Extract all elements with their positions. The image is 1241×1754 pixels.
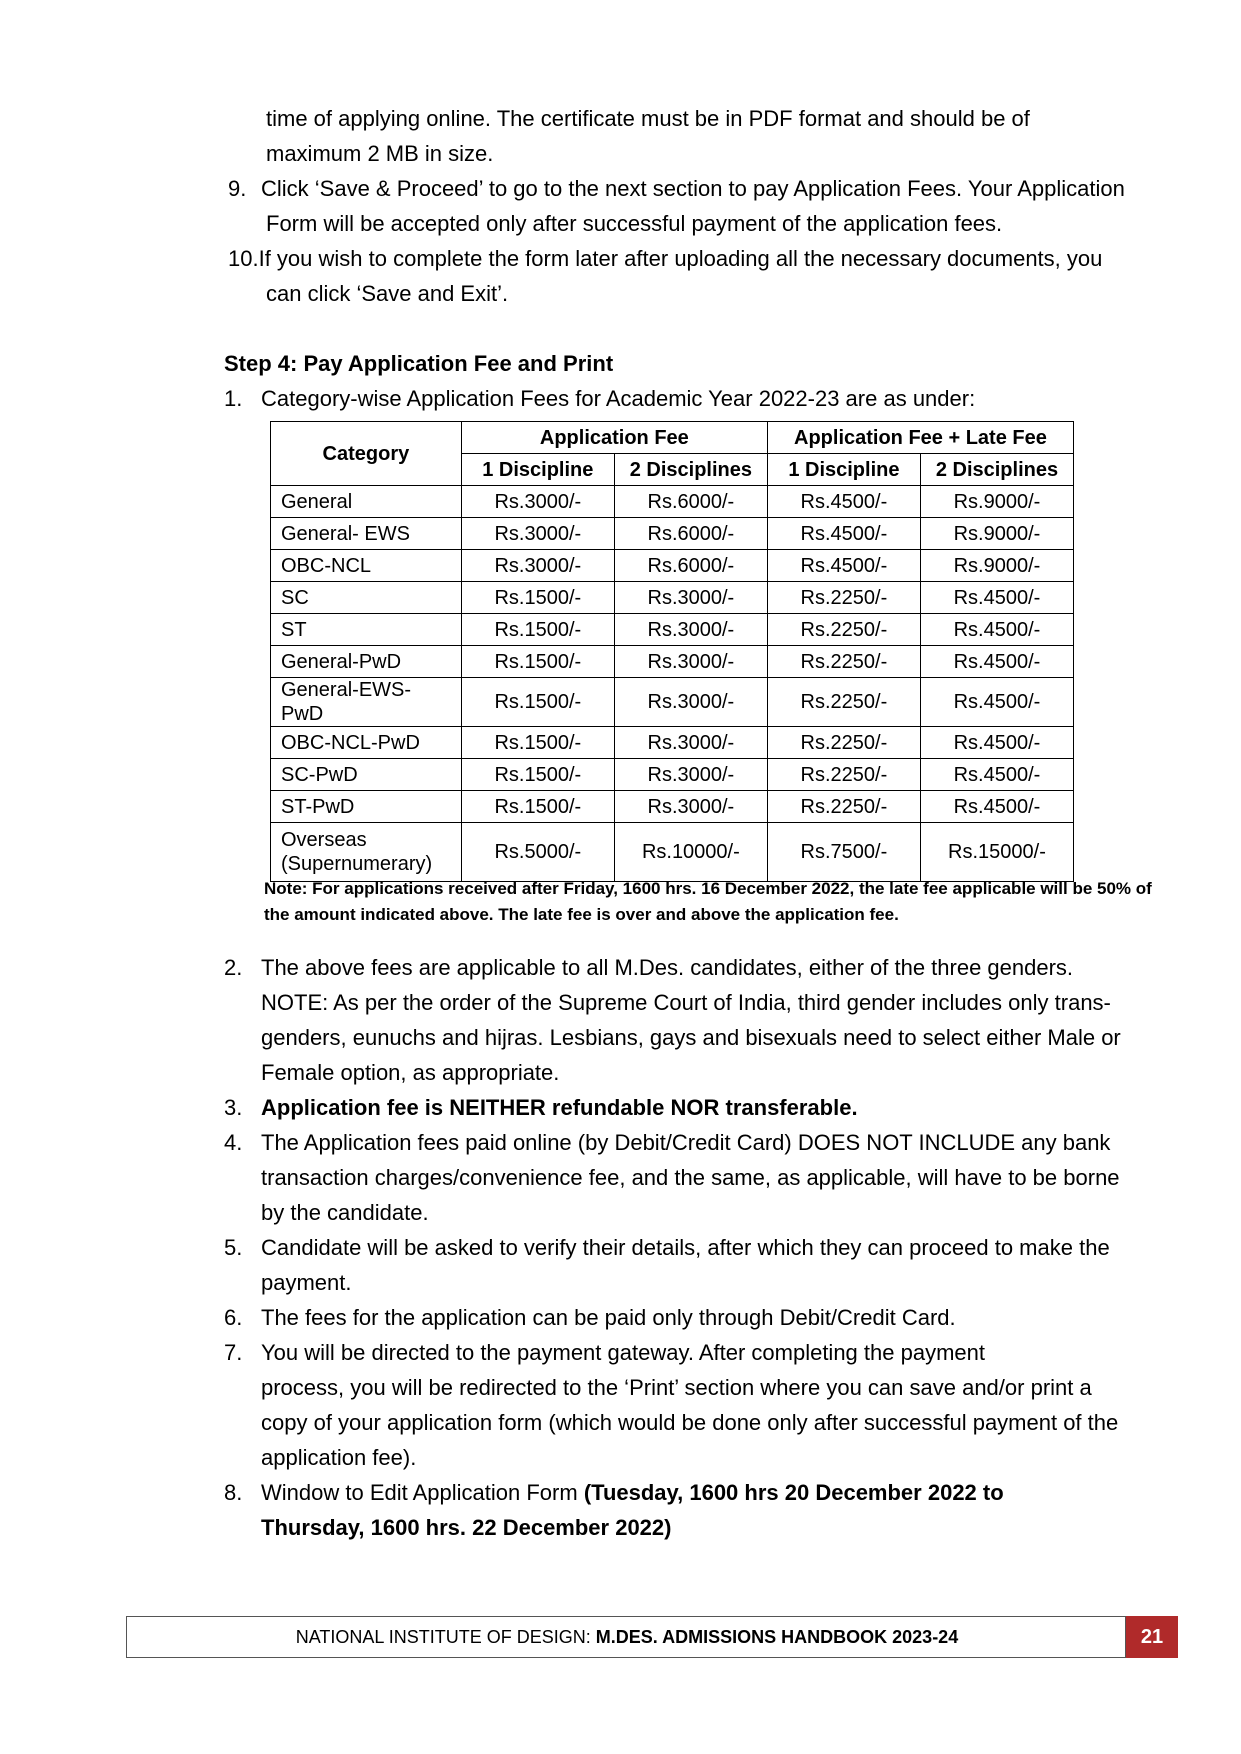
row-category: General-EWS-PwD [271, 678, 462, 727]
step4-item1-number: 1. [224, 386, 243, 411]
item10-line-1: 10.If you wish to complete the form later after uploading all the necessary documents, you [228, 246, 1103, 271]
item2-line-4: Female option, as appropriate. [261, 1060, 560, 1085]
fee-cell: Rs.3000/- [614, 727, 767, 759]
item7-line-4: application fee). [261, 1445, 417, 1470]
fee-cell: Rs.3000/- [614, 791, 767, 823]
table-row [271, 614, 1074, 646]
table-row [271, 518, 1074, 550]
row-category: ST-PwD [271, 791, 462, 823]
fee-cell: Rs.3000/- [461, 518, 614, 550]
fee-cell: Rs.2250/- [767, 727, 920, 759]
late-fee-note: Note: For applications received after Friday, 1600 hrs. 16 December 2022, the late fee applicable will be 50% of the amount indicated above. The late fee is over and above the application fee. [264, 879, 1152, 924]
fee-cell: Rs.4500/- [920, 614, 1073, 646]
table-row-overseas [271, 823, 1074, 882]
page-number: 21 [1126, 1616, 1178, 1658]
fee-cell: Rs.6000/- [614, 486, 767, 518]
item6-number: 6. [224, 1305, 243, 1330]
fee-cell: Rs.9000/- [920, 550, 1073, 582]
item2-line-3: genders, eunuchs and hijras. Lesbians, gays and bisexuals need to select either Male or [261, 1025, 1121, 1050]
item5-line-2: payment. [261, 1270, 352, 1295]
fee-cell: Rs.4500/- [767, 550, 920, 582]
header-late-1-discipline: 1 Discipline [767, 454, 920, 486]
row-category-overseas [271, 823, 462, 882]
table-row [271, 550, 1074, 582]
fee-cell: Rs.2250/- [767, 678, 920, 727]
fee-cell: Rs.4500/- [920, 759, 1073, 791]
item5-line-1: Candidate will be asked to verify their details, after which they can proceed to make the [261, 1235, 1110, 1260]
intro-line-2: maximum 2 MB in size. [266, 141, 494, 166]
header-1-discipline: 1 Discipline [461, 454, 614, 486]
table-row [271, 727, 1074, 759]
item6-text: The fees for the application can be paid only through Debit/Credit Card. [261, 1305, 956, 1330]
item8-text-plain: Window to Edit Application Form [261, 1480, 584, 1505]
fee-cell: Rs.1500/- [461, 727, 614, 759]
fee-cell: Rs.3000/- [614, 646, 767, 678]
fee-cell: Rs.3000/- [461, 550, 614, 582]
item7-line-3: copy of your application form (which would be done only after successful payment of the [261, 1410, 1119, 1435]
fee-cell: Rs.2250/- [767, 582, 920, 614]
fee-cell: Rs.3000/- [614, 582, 767, 614]
table-row [271, 582, 1074, 614]
row-category: SC-PwD [271, 759, 462, 791]
fee-cell: Rs.4500/- [767, 518, 920, 550]
item2-line-1: The above fees are applicable to all M.Des. candidates, either of the three genders. [261, 955, 1074, 980]
item7-line-1: You will be directed to the payment gateway. After completing the payment [261, 1340, 985, 1365]
step4-item1-text: Category-wise Application Fees for Academic Year 2022-23 are as under: [261, 386, 976, 411]
fee-cell: Rs.9000/- [920, 486, 1073, 518]
fee-cell: Rs.3000/- [614, 678, 767, 727]
footer-handbook-title: M.DES. ADMISSIONS HANDBOOK 2023-24 [595, 1627, 959, 1647]
fee-table [270, 421, 1074, 882]
item9-line-1: Click ‘Save & Proceed’ to go to the next section to pay Application Fees. Your Application [261, 176, 1125, 201]
row-category: General [271, 486, 462, 518]
fee-cell: Rs.2250/- [767, 791, 920, 823]
fee-cell: Rs.4500/- [920, 646, 1073, 678]
overseas-label-line-2: (Supernumerary) [281, 853, 433, 875]
footer-text [127, 1617, 1127, 1659]
table-row [271, 759, 1074, 791]
item9-number: 9. [228, 176, 247, 201]
header-2-disciplines: 2 Disciplines [614, 454, 767, 486]
fee-cell: Rs.10000/- [614, 823, 767, 882]
fee-cell: Rs.4500/- [920, 727, 1073, 759]
fee-cell: Rs.1500/- [461, 678, 614, 727]
row-category: OBC-NCL-PwD [271, 727, 462, 759]
fee-cell: Rs.7500/- [767, 823, 920, 882]
item4-line-3: by the candidate. [261, 1200, 429, 1225]
item8-line-1 [261, 1475, 1004, 1510]
fee-cell: Rs.1500/- [461, 582, 614, 614]
fee-cell: Rs.3000/- [614, 614, 767, 646]
item9-line-2: Form will be accepted only after successful payment of the application fees. [266, 211, 1003, 236]
row-category: OBC-NCL [271, 550, 462, 582]
header-category: Category [271, 422, 462, 486]
row-category: SC [271, 582, 462, 614]
item2-line-2: NOTE: As per the order of the Supreme Court of India, third gender includes only trans- [261, 990, 1111, 1015]
header-application-late-fee: Application Fee + Late Fee [767, 422, 1073, 454]
overseas-label-line-1: Overseas [281, 829, 367, 851]
intro-line-1: time of applying online. The certificate must be in PDF format and should be of [266, 106, 1030, 131]
fee-cell: Rs.1500/- [461, 791, 614, 823]
header-application-fee: Application Fee [461, 422, 767, 454]
fee-cell: Rs.1500/- [461, 614, 614, 646]
fee-cell: Rs.5000/- [461, 823, 614, 882]
fee-cell: Rs.2250/- [767, 646, 920, 678]
footer-institute: NATIONAL INSTITUTE OF DESIGN: [295, 1627, 596, 1647]
fee-cell: Rs.3000/- [461, 486, 614, 518]
item8-number: 8. [224, 1480, 243, 1505]
item3-text: Application fee is NEITHER refundable NOR transferable. [261, 1095, 858, 1120]
fee-cell: Rs.2250/- [767, 614, 920, 646]
row-category: General-PwD [271, 646, 462, 678]
fee-cell: Rs.6000/- [614, 518, 767, 550]
item4-line-2: transaction charges/convenience fee, and the same, as applicable, will have to be borne [261, 1165, 1120, 1190]
fee-cell: Rs.1500/- [461, 646, 614, 678]
table-row [271, 791, 1074, 823]
fee-cell: Rs.6000/- [614, 550, 767, 582]
item7-line-2: process, you will be redirected to the ‘Print’ section where you can save and/or print a [261, 1375, 1092, 1400]
fee-cell: Rs.15000/- [920, 823, 1073, 882]
item7-number: 7. [224, 1340, 243, 1365]
item5-number: 5. [224, 1235, 243, 1260]
fee-cell: Rs.4500/- [920, 791, 1073, 823]
table-row [271, 486, 1074, 518]
fee-cell: Rs.3000/- [614, 759, 767, 791]
row-category: ST [271, 614, 462, 646]
fee-cell: Rs.1500/- [461, 759, 614, 791]
header-late-2-disciplines: 2 Disciplines [920, 454, 1073, 486]
page-footer [126, 1616, 1126, 1658]
fee-cell: Rs.9000/- [920, 518, 1073, 550]
table-row [271, 678, 1074, 727]
item3-number: 3. [224, 1095, 243, 1120]
item4-line-1: The Application fees paid online (by Debit/Credit Card) DOES NOT INCLUDE any bank [261, 1130, 1111, 1155]
item8-line-2: Thursday, 1600 hrs. 22 December 2022) [261, 1515, 672, 1540]
fee-cell: Rs.4500/- [920, 678, 1073, 727]
item4-number: 4. [224, 1130, 243, 1155]
item8-text-bold: (Tuesday, 1600 hrs 20 December 2022 to [583, 1480, 1004, 1505]
item10-line-2: can click ‘Save and Exit’. [266, 281, 509, 306]
row-category: General- EWS [271, 518, 462, 550]
step4-heading: Step 4: Pay Application Fee and Print [224, 351, 614, 376]
item2-number: 2. [224, 955, 243, 980]
fee-cell: Rs.4500/- [920, 582, 1073, 614]
fee-cell: Rs.2250/- [767, 759, 920, 791]
table-row [271, 646, 1074, 678]
fee-cell: Rs.4500/- [767, 486, 920, 518]
